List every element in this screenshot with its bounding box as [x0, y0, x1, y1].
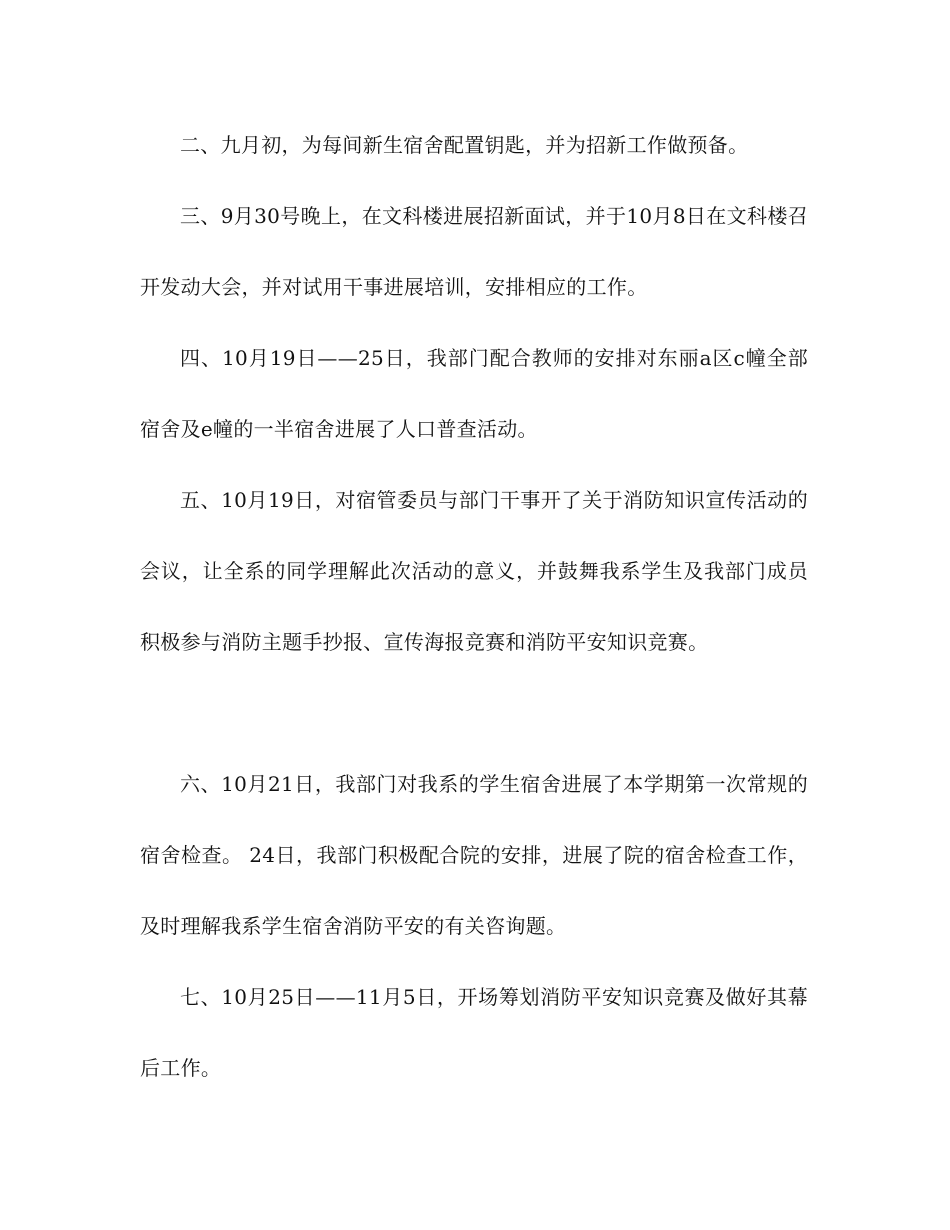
paragraph-6: 六、10月21日，我部门对我系的学生宿舍进展了本学期第一次常规的宿舍检查。 24日，我部门积极配合院的安排，进展了院的宿舍检查工作，及时理解我系学生宿舍消防平安的有关咨询题。	[140, 772, 808, 938]
paragraph-4: 四、10月19日——25日，我部门配合教师的安排对东丽a区c幢全部宿舍及e幢的一半宿舍进展了人口普查活动。	[140, 346, 808, 441]
paragraph-2: 二、九月初，为每间新生宿舍配置钥匙，并为招新工作做预备。	[180, 133, 749, 157]
paragraph-5: 五、10月19日，对宿管委员与部门干事开了关于消防知识宣传活动的会议，让全系的同学理解此次活动的意义，并鼓舞我系学生及我部门成员积极参与消防主题手抄报、宣传海报竞赛和消防平安知识竞赛。	[140, 488, 808, 654]
paragraph-3: 三、9月30号晚上，在文科楼进展招新面试，并于10月8日在文科楼召开发动大会，并对试用干事进展培训，安排相应的工作。	[140, 204, 808, 299]
paragraph-7: 七、10月25日——11月5日，开场筹划消防平安知识竞赛及做好其幕后工作。	[140, 985, 808, 1080]
